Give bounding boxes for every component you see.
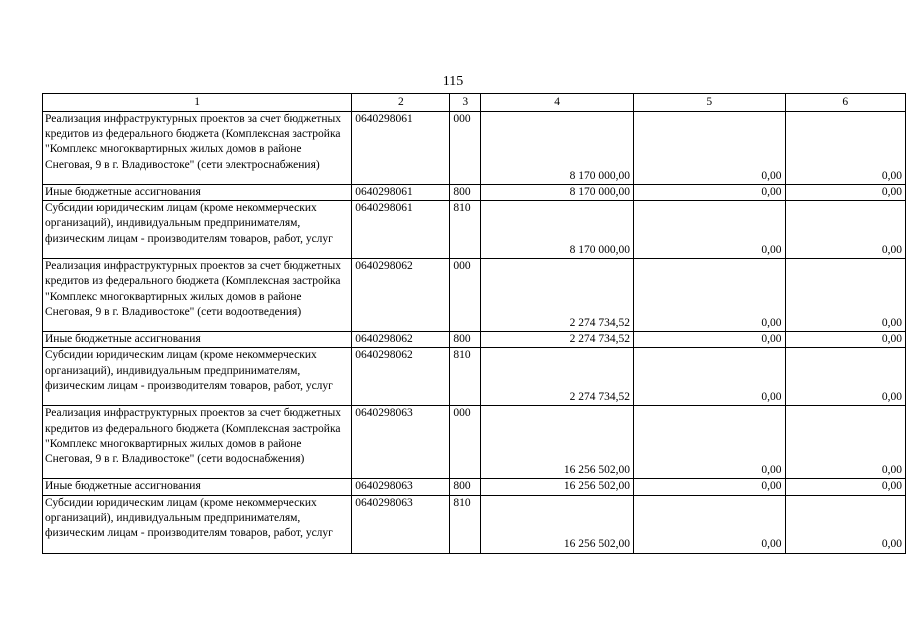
amount-col5: 0,00: [633, 112, 785, 185]
amount-col5: 0,00: [633, 348, 785, 406]
amount-col6: 0,00: [785, 259, 905, 332]
amount-col5: 0,00: [633, 332, 785, 348]
column-number-4: 4: [481, 94, 634, 112]
budget-table: [42, 93, 906, 554]
row-name: Реализация инфраструктурных проектов за счет бюджетных кредитов из федерального бюджета (Комплексная застройка "Комплекс многоквартирных жилых домов в районе Снеговая, 9 в г. Владивостоке" (сети электроснабжения): [43, 112, 352, 185]
amount-col4: 16 256 502,00: [481, 406, 634, 479]
amount-col4: 16 256 502,00: [481, 479, 634, 495]
amount-col6: 0,00: [785, 112, 905, 185]
expense-type-code: 000: [450, 406, 481, 479]
expense-type-code: 000: [450, 259, 481, 332]
target-code: 0640298062: [352, 332, 450, 348]
target-code: 0640298062: [352, 259, 450, 332]
row-name: Иные бюджетные ассигнования: [43, 332, 352, 348]
table-row: [43, 332, 906, 348]
target-code: 0640298063: [352, 406, 450, 479]
expense-type-code: 800: [450, 332, 481, 348]
row-name: Реализация инфраструктурных проектов за счет бюджетных кредитов из федерального бюджета (Комплексная застройка "Комплекс многоквартирных жилых домов в районе Снеговая, 9 в г. Владивостоке" (сети водоотведения): [43, 259, 352, 332]
amount-col4: 2 274 734,52: [481, 259, 634, 332]
table-row: [43, 495, 906, 553]
page-number: 115: [442, 74, 464, 89]
target-code: 0640298063: [352, 479, 450, 495]
amount-col4: 2 274 734,52: [481, 348, 634, 406]
expense-type-code: 800: [450, 185, 481, 201]
amount-col5: 0,00: [633, 479, 785, 495]
row-name: Субсидии юридическим лицам (кроме некоммерческих организаций), индивидуальным предпринимателям, физическим лицам - производителям товаров, работ, услуг: [43, 348, 352, 406]
table-row: [43, 185, 906, 201]
row-name: Иные бюджетные ассигнования: [43, 185, 352, 201]
amount-col5: 0,00: [633, 201, 785, 259]
column-number-5: 5: [633, 94, 785, 112]
amount-col6: 0,00: [785, 332, 905, 348]
column-number-row: [43, 94, 906, 112]
table-row: [43, 479, 906, 495]
expense-type-code: 810: [450, 495, 481, 553]
expense-type-code: 000: [450, 112, 481, 185]
amount-col5: 0,00: [633, 259, 785, 332]
row-name: Иные бюджетные ассигнования: [43, 479, 352, 495]
table-row: [43, 112, 906, 185]
column-number-1: 1: [43, 94, 352, 112]
expense-type-code: 800: [450, 479, 481, 495]
target-code: 0640298063: [352, 495, 450, 553]
target-code: 0640298062: [352, 348, 450, 406]
row-name: Субсидии юридическим лицам (кроме некоммерческих организаций), индивидуальным предпринимателям, физическим лицам - производителям товаров, работ, услуг: [43, 201, 352, 259]
expense-type-code: 810: [450, 201, 481, 259]
amount-col6: 0,00: [785, 495, 905, 553]
expense-type-code: 810: [450, 348, 481, 406]
amount-col5: 0,00: [633, 185, 785, 201]
row-name: Субсидии юридическим лицам (кроме некоммерческих организаций), индивидуальным предпринимателям, физическим лицам - производителям товаров, работ, услуг: [43, 495, 352, 553]
amount-col4: 8 170 000,00: [481, 201, 634, 259]
table-row: [43, 201, 906, 259]
column-number-6: 6: [785, 94, 905, 112]
target-code: 0640298061: [352, 112, 450, 185]
amount-col4: 16 256 502,00: [481, 495, 634, 553]
table-row: [43, 259, 906, 332]
amount-col6: 0,00: [785, 201, 905, 259]
amount-col4: 2 274 734,52: [481, 332, 634, 348]
amount-col6: 0,00: [785, 479, 905, 495]
amount-col5: 0,00: [633, 495, 785, 553]
target-code: 0640298061: [352, 201, 450, 259]
amount-col5: 0,00: [633, 406, 785, 479]
target-code: 0640298061: [352, 185, 450, 201]
amount-col4: 8 170 000,00: [481, 112, 634, 185]
amount-col6: 0,00: [785, 406, 905, 479]
row-name: Реализация инфраструктурных проектов за счет бюджетных кредитов из федерального бюджета (Комплексная застройка "Комплекс многоквартирных жилых домов в районе Снеговая, 9 в г. Владивостоке" (сети водоснабжения): [43, 406, 352, 479]
table-row: [43, 348, 906, 406]
amount-col6: 0,00: [785, 185, 905, 201]
column-number-3: 3: [450, 94, 481, 112]
amount-col4: 8 170 000,00: [481, 185, 634, 201]
table-row: [43, 406, 906, 479]
amount-col6: 0,00: [785, 348, 905, 406]
column-number-2: 2: [352, 94, 450, 112]
